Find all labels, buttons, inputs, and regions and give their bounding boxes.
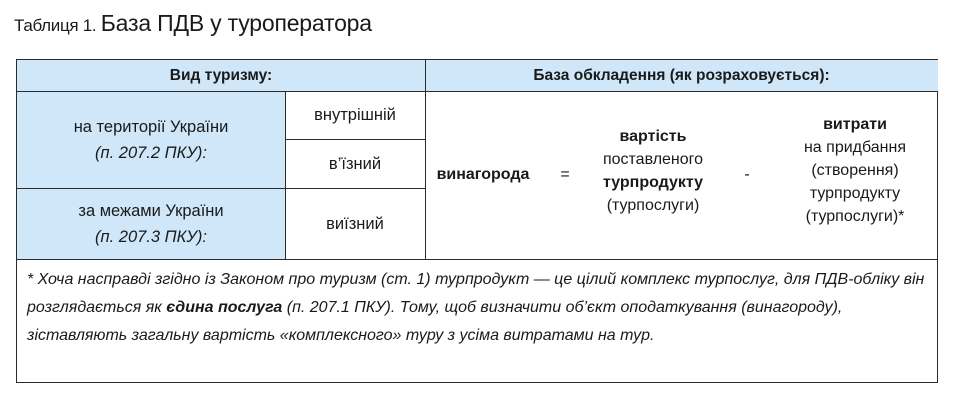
divider [425, 60, 426, 259]
expenses-line-4: турпродукту [809, 185, 901, 202]
header-tax-base: База обкладення (як розраховується): [425, 60, 938, 91]
cost-line-4: (турпослуги) [606, 197, 700, 214]
vat-base-table [16, 59, 938, 383]
divider [285, 91, 286, 259]
formula-minus: - [744, 166, 750, 183]
expenses-line-2: на придбання [803, 139, 907, 156]
cost-line-1: вартість [619, 128, 687, 145]
formula-cell [425, 91, 938, 259]
row-foreign-ref: (п. 207.3 ПКУ): [95, 227, 207, 246]
divider [17, 259, 937, 260]
footnote-emphasis: єдина послуга [166, 299, 283, 316]
caption-label: Таблиця 1. [14, 16, 97, 35]
divider [285, 139, 425, 140]
footnote-text-1: * Хоча насправді згідно із Законом про туризм (ст. 1) турпродукт — це цілий комплекс турпослуг, для ПДВ-обліку він розглядається як [27, 271, 925, 316]
expenses-line-3: (створення) [811, 162, 899, 179]
type-internal: внутрішній [314, 106, 396, 124]
divider [17, 188, 425, 189]
divider [17, 91, 937, 92]
formula-result: винагорода [436, 166, 530, 183]
formula-cost [585, 125, 721, 217]
row-domestic-label: на території України [73, 117, 229, 136]
cost-line-2: поставленого [602, 151, 704, 168]
row-foreign-label: за межами України [78, 201, 224, 220]
row-domestic-ref: (п. 207.2 ПКУ): [95, 143, 207, 162]
type-outbound: виїзний [326, 214, 384, 233]
expenses-line-5: (турпослуги)* [805, 208, 905, 225]
row-foreign [17, 188, 285, 259]
table-caption [14, 10, 372, 37]
footnote-text-2: (п. 207.1 ПКУ). Тому, щоб визначити об’єкт оподаткування (винагороду), зіставляють загальну вартість «комплексного» туру з усіма витратами на тур. [27, 299, 843, 344]
header-tourism-type: Вид туризму: [17, 60, 425, 91]
expenses-line-1: витрати [823, 116, 887, 133]
caption-title: База ПДВ у туроператора [100, 10, 372, 36]
type-inbound: в’їзний [328, 154, 382, 173]
footnote [27, 266, 927, 350]
formula-equals: = [560, 166, 570, 183]
row-domestic [17, 91, 285, 188]
formula-expenses [775, 113, 935, 228]
cost-line-3: турпродукту [602, 174, 704, 191]
